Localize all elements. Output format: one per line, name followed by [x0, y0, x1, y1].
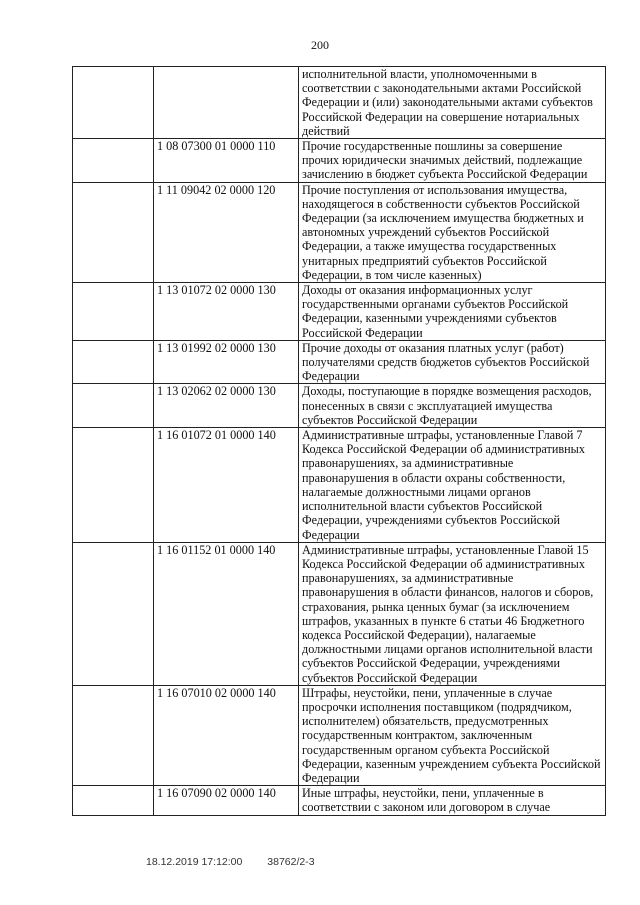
- footer-timestamp: 18.12.2019 17:12:00: [146, 856, 243, 868]
- table-row: [73, 67, 606, 139]
- table-row: [73, 340, 606, 384]
- revenue-code-cell: 1 16 07090 02 0000 140: [154, 786, 299, 815]
- revenue-description-cell: Доходы, поступающие в порядке возмещения расходов, понесенных в связи с эксплуатацией имущества субъектов Российской Федерации: [299, 384, 606, 428]
- table-row: [73, 786, 606, 815]
- table-row: [73, 283, 606, 341]
- revenue-description-cell: Доходы от оказания информационных услуг государственными органами субъектов Российской Федерации, казенными учреждениями субъектов Российской Федерации: [299, 283, 606, 341]
- revenue-code-cell: 1 13 02062 02 0000 130: [154, 384, 299, 428]
- revenue-code-cell: [154, 67, 299, 139]
- revenue-description-cell: Административные штрафы, установленные Главой 15 Кодекса Российской Федерации об административных правонарушениях, за административные правонарушения в области финансов, налогов и сборов, страхования, рынка ценных бумаг (за исключением штрафов, указанных в пункте 6 статьи 46 Бюджетного кодекса Российской Федерации), налагаемые должностными лицами органов исполнительной власти субъектов Российской Федерации, учреждениями субъектов Российской Федерации: [299, 542, 606, 685]
- empty-cell: [73, 428, 154, 543]
- empty-cell: [73, 384, 154, 428]
- empty-cell: [73, 283, 154, 341]
- revenue-code-cell: 1 16 01152 01 0000 140: [154, 542, 299, 685]
- revenue-description-cell: Прочие государственные пошлины за совершение прочих юридически значимых действий, подлежащие зачислению в бюджет субъекта Российской Федерации: [299, 139, 606, 183]
- empty-cell: [73, 182, 154, 282]
- table-row: [73, 428, 606, 543]
- table-row: [73, 542, 606, 685]
- empty-cell: [73, 786, 154, 815]
- footer-document-id: 38762/2-3: [267, 856, 315, 868]
- revenue-codes-table: [72, 66, 606, 816]
- empty-cell: [73, 542, 154, 685]
- revenue-code-cell: 1 11 09042 02 0000 120: [154, 182, 299, 282]
- empty-cell: [73, 67, 154, 139]
- revenue-code-cell: 1 16 01072 01 0000 140: [154, 428, 299, 543]
- table-body: [73, 67, 606, 816]
- table-row: [73, 182, 606, 282]
- table-row: [73, 384, 606, 428]
- revenue-description-cell: Иные штрафы, неустойки, пени, уплаченные в соответствии с законом или договором в случае: [299, 786, 606, 815]
- revenue-code-cell: 1 08 07300 01 0000 110: [154, 139, 299, 183]
- revenue-code-cell: 1 13 01992 02 0000 130: [154, 340, 299, 384]
- revenue-description-cell: Административные штрафы, установленные Главой 7 Кодекса Российской Федерации об административных правонарушениях, за административные правонарушения в области охраны собственности, налагаемые должностными лицами органов исполнительной власти субъектов Российской Федерации, учреждениями субъектов Российской Федерации: [299, 428, 606, 543]
- revenue-description-cell: исполнительной власти, уполномоченными в соответствии с законодательными актами Российской Федерации и (или) законодательными актами субъектов Российской Федерации на совершение нотариальных действий: [299, 67, 606, 139]
- empty-cell: [73, 340, 154, 384]
- revenue-code-cell: 1 13 01072 02 0000 130: [154, 283, 299, 341]
- table-row: [73, 685, 606, 785]
- empty-cell: [73, 139, 154, 183]
- revenue-code-cell: 1 16 07010 02 0000 140: [154, 685, 299, 785]
- footer: [146, 856, 315, 868]
- table-row: [73, 139, 606, 183]
- revenue-description-cell: Штрафы, неустойки, пени, уплаченные в случае просрочки исполнения поставщиком (подрядчиком, исполнителем) обязательств, предусмотренных государственным контрактом, заключенным государственным органом субъекта Российской Федерации, казенным учреждением субъекта Российской Федерации: [299, 685, 606, 785]
- revenue-description-cell: Прочие доходы от оказания платных услуг (работ) получателями средств бюджетов субъектов Российской Федерации: [299, 340, 606, 384]
- page-number: 200: [311, 38, 329, 52]
- empty-cell: [73, 685, 154, 785]
- revenue-description-cell: Прочие поступления от использования имущества, находящегося в собственности субъектов Российской Федерации (за исключением имущества бюджетных и автономных учреждений субъектов Российской Федерации, а также имущества государственных унитарных предприятий субъектов Российской Федерации, в том числе казенных): [299, 182, 606, 282]
